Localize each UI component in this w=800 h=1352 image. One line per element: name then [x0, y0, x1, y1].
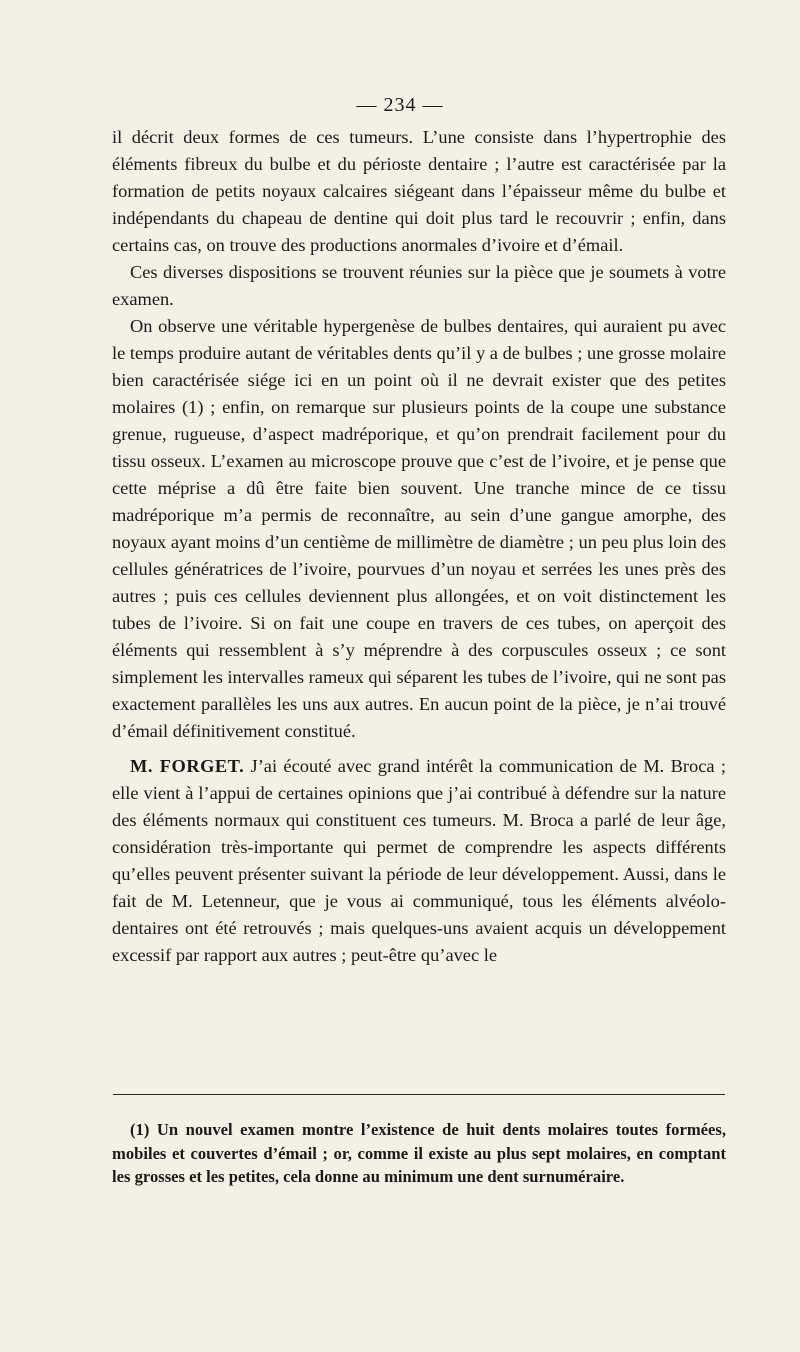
footnote-text: (1) Un nouvel examen montre l’existence de huit dents molaires toutes formées, mobiles et couvertes d’émail ; or, comme il existe au plus sept molaires, en comptant les grosses et les petites, cela donne au minimum une dent surnuméraire. — [112, 1120, 726, 1186]
speaker-paragraph — [112, 753, 726, 969]
speaker-name: M. FORGET. — [130, 756, 245, 776]
paragraph: On observe une véritable hypergenèse de bulbes dentaires, qui auraient pu avec le temps produire autant de véritables dents qu’il y a de bulbes ; une grosse molaire bien caractérisée siége ici en un point où il ne devrait exister que des petites molaires (1) ; enfin, on remarque sur plusieurs points de la coupe une substance grenue, rugueuse, d’aspect madréporique, et qu’on prendrait facilement pour du tissu osseux. L’examen au microscope prouve que c’est de l’ivoire, et je pense que cette méprise a dû être faite bien souvent. Une tranche mince de ce tissu madréporique m’a permis de reconnaître, au sein d’une gangue amorphe, des noyaux ayant moins d’un centième de millimètre de diamètre ; un peu plus loin des cellules génératrices de l’ivoire, pourvues d’un noyau et serrées les unes près des autres ; puis ces cellules deviennent plus allongées, et on voit distinctement les tubes de l’ivoire. Si on fait une coupe en travers de ces tubes, on aperçoit des éléments qui ressemblent à s’y méprendre à des corpuscules osseux ; ce sont simplement les intervalles rameux qui séparent les tubes de l’ivoire, qui ne sont pas exactement parallèles les uns aux autres. En aucun point de la pièce, je n’ai trouvé d’émail définitivement constitué. — [112, 316, 726, 741]
page-number: — 234 — — [356, 94, 444, 116]
footnote — [112, 1118, 726, 1189]
paragraph: Ces diverses dispositions se trouvent réunies sur la pièce que je soumets à votre examen. — [112, 262, 726, 309]
main-text — [112, 124, 726, 969]
footnote-rule — [113, 1094, 725, 1095]
paragraph: il décrit deux formes de ces tumeurs. L’une consiste dans l’hypertrophie des éléments fibreux du bulbe et du périoste dentaire ; l’autre est caractérisée par la formation de petits noyaux calcaires siégeant dans l’épaisseur même du bulbe et indépendants du chapeau de dentine qui doit plus tard le recouvrir ; enfin, dans certains cas, on trouve des productions anormales d’ivoire et d’émail. — [112, 127, 726, 255]
speaker-text: J’ai écouté avec grand intérêt la communication de M. Broca ; elle vient à l’appui de certaines opinions que j’ai contribué à défendre sur la nature des éléments normaux qui constituent ces tumeurs. M. Broca a parlé de leur âge, considération très-importante qui permet de comprendre les aspects différents qu’elles peuvent présenter suivant la période de leur développement. Aussi, dans le fait de M. Letenneur, que je vous ai communiqué, tous les éléments alvéolo-dentaires ont été retrouvés ; mais quelques-uns avaient acquis un développement excessif par rapport aux autres ; peut-être qu’avec le — [112, 756, 726, 965]
